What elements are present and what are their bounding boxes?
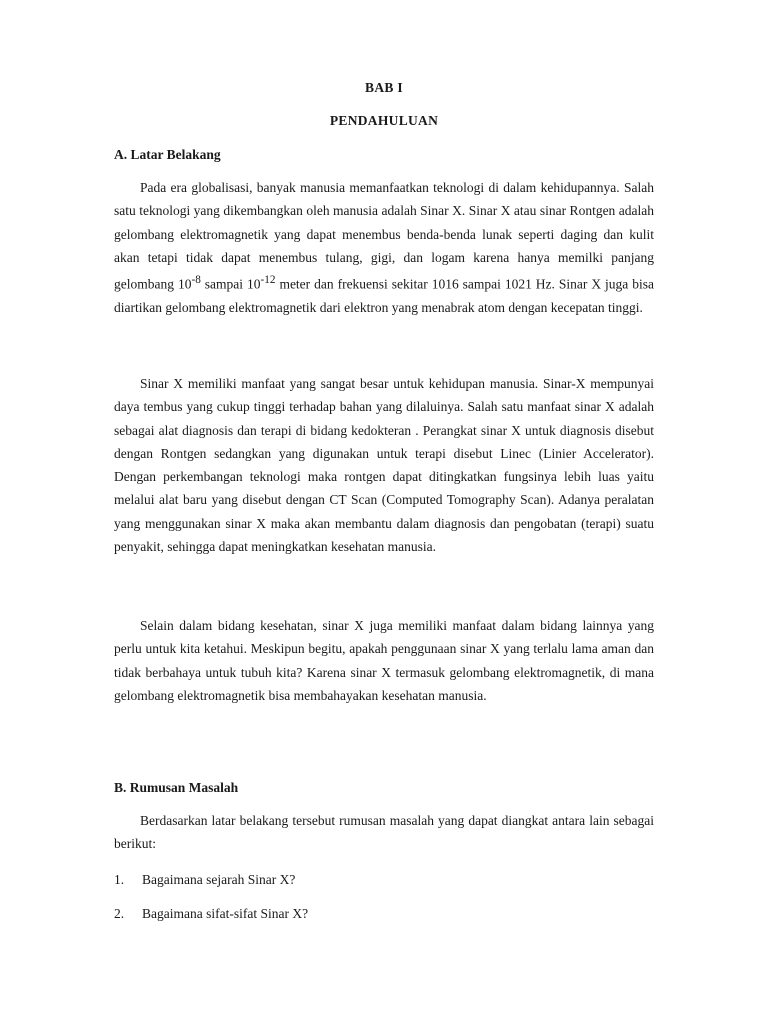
list-item — [114, 872, 295, 888]
section-a-heading: A. Latar Belakang — [114, 147, 221, 162]
list-text: Bagaimana sejarah Sinar X? — [142, 872, 296, 887]
chapter-label: BAB I — [365, 80, 403, 95]
paragraph-3: Selain dalam bidang kesehatan, sinar X juga memiliki manfaat dalam bidang lainnya yang perlu untuk kita ketahui. Meskipun begitu, apakah penggunaan sinar X yang terlalu lama aman dan tidak berbahaya untuk tubuh kita? Karena sinar X termasuk gelombang elektromagnetik, di mana gelombang elektromagnetik bisa membahayakan kesehatan manusia. — [114, 618, 654, 703]
chapter-title: PENDAHULUAN — [329, 113, 439, 128]
paragraph-1: Pada era globalisasi, banyak manusia memanfaatkan teknologi di dalam kehidupannya. Salah satu teknologi yang dikembangkan oleh manusia adalah Sinar X. Sinar X atau sinar Rontgen adalah gelombang elektromagnetik yang dapat menembus benda-benda lunak seperti daging dan kulit akan tetapi tidak dapat menembus tulang, gigi, dan logam karena hanya memilki panjang gelombang $10^{-8}$ sampai $10^{-12}$ meter dan frekuensi sekitar 1016 sampai 1021 Hz. Sinar X juga bisa diartikan gelombang elektromagnetik dari elektron yang menabrak atom dengan kecepatan tinggi. — [114, 180, 654, 315]
section-b-heading: B. Rumusan Masalah — [114, 780, 239, 795]
list-text: Bagaimana sifat-sifat Sinar X? — [142, 906, 309, 921]
list-item — [114, 906, 308, 922]
paragraph-2: Sinar X memiliki manfaat yang sangat besar untuk kehidupan manusia. Sinar-X mempunyai daya tembus yang cukup tinggi terhadap bahan yang dilaluinya. Salah satu manfaat sinar X adalah sebagai alat diagnosis dan terapi di bidang kedokteran . Perangkat sinar X untuk diagnosis disebut dengan Rontgen sedangkan yang digunakan untuk terapi disebut Linec (Linier Accelerator). Dengan perkembangan teknologi maka rontgen dapat ditingkatkan fungsinya lebih luas yaitu melalui alat baru yang disebut dengan CT Scan (Computed Tomography Scan). Adanya peralatan yang menggunakan sinar X maka akan membantu dalam diagnosis dan pengobatan (terapi) suatu penyakit, sehingga dapat meningkatkan kesehatan manusia. — [114, 376, 654, 555]
list-number: 1. — [114, 872, 125, 887]
rumusan-intro: Berdasarkan latar belakang tersebut rumusan masalah yang dapat diangkat antara lain sebagai berikut: — [114, 813, 654, 852]
list-number: 2. — [114, 906, 125, 921]
